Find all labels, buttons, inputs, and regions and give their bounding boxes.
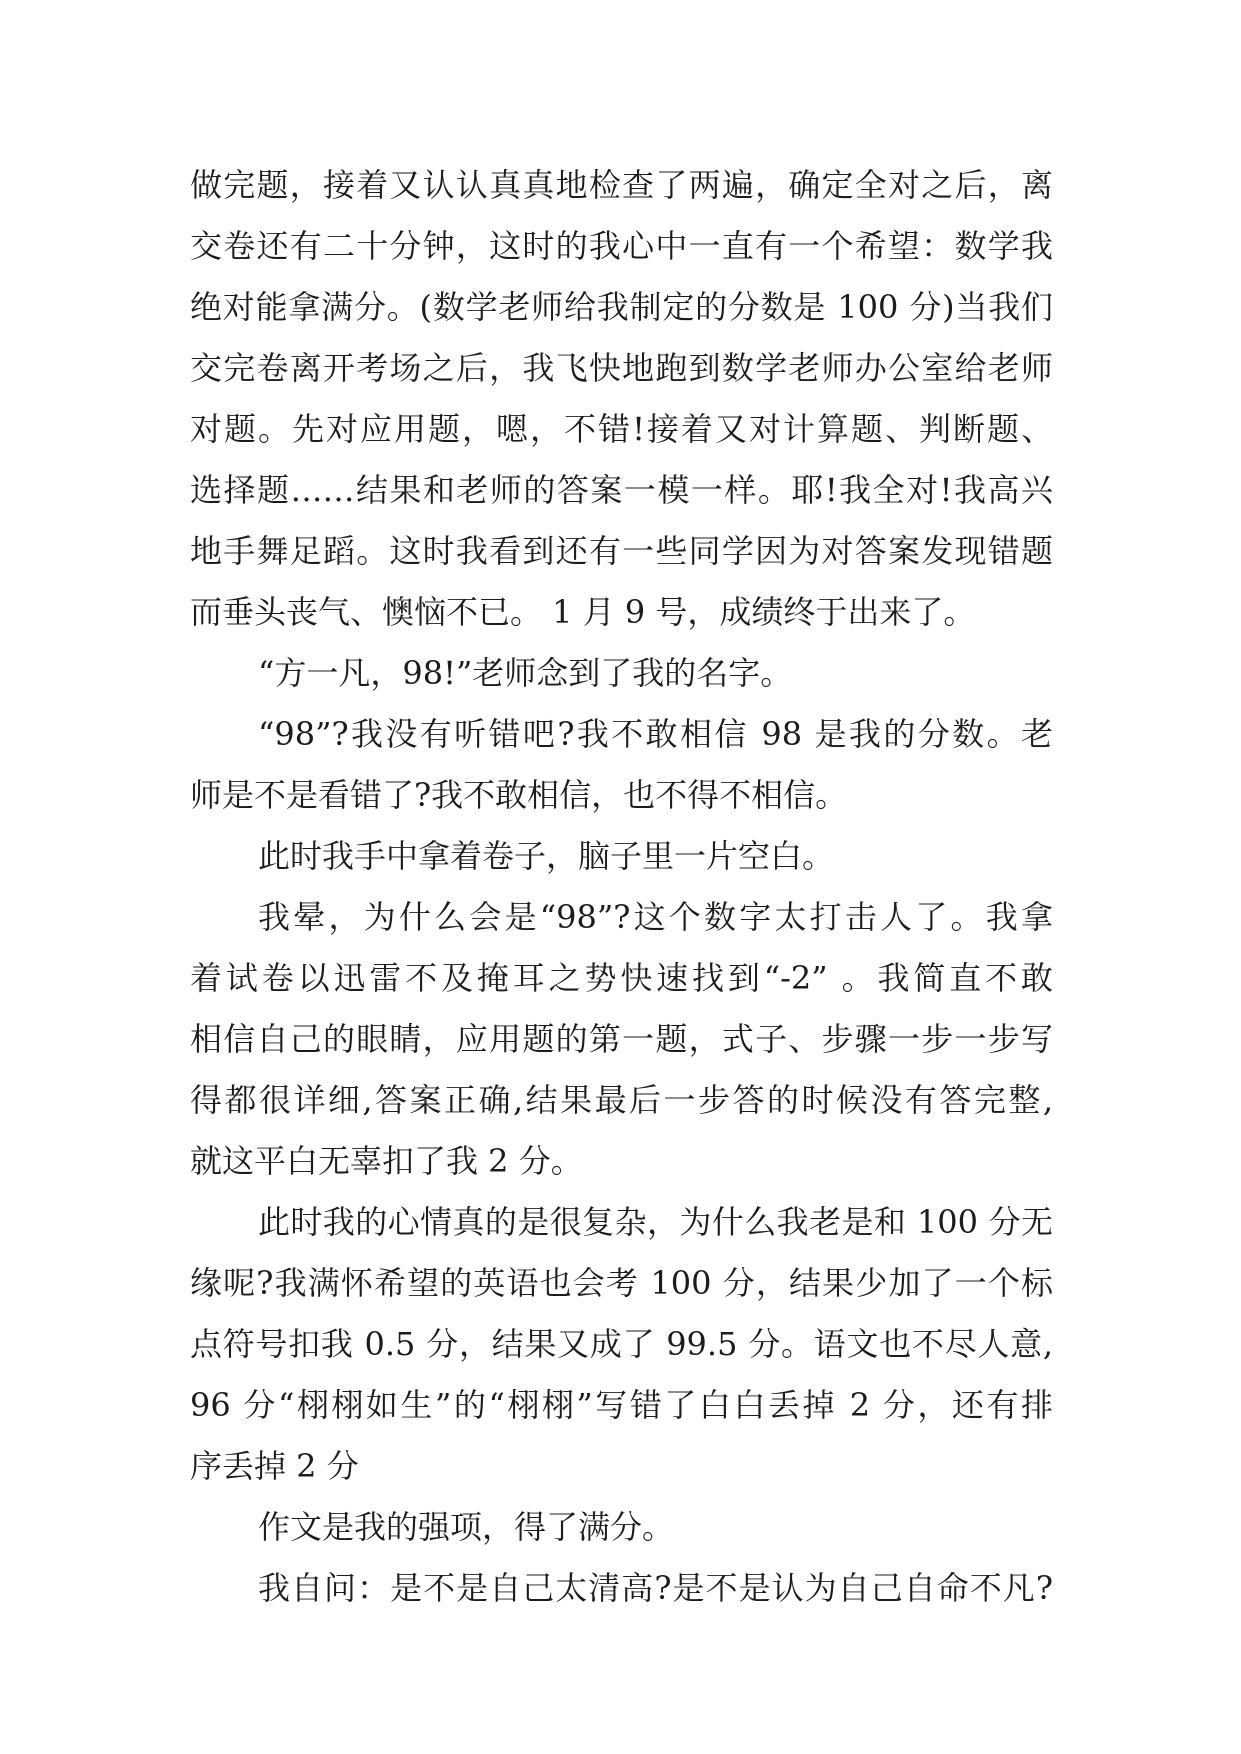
paragraph [190,643,1053,704]
text-line: 着试卷以迅雷不及掩耳之势快速找到“-2” 。我简直不敢 [190,959,1053,997]
text-line: 对题。先对应用题，嗯，不错!接着又对计算题、判断题、 [190,410,1053,448]
text-line: 我自问：是不是自己太清高?是不是认为自己自命不凡? [258,1569,1053,1607]
text-line: 选择题……结果和老师的答案一模一样。耶!我全对!我高兴 [190,471,1053,509]
paragraph [190,887,1053,1192]
text-line: 我晕，为什么会是“98”?这个数字太打击人了。我拿 [258,898,1053,936]
text-line: 序丢掉 2 分 [190,1447,359,1485]
text-line: 交卷还有二十分钟，这时的我心中一直有一个希望：数学我 [190,227,1053,265]
text-line: 相信自己的眼睛，应用题的第一题，式子、步骤一步一步写 [190,1020,1053,1058]
text-line: 而垂头丧气、懊恼不已。 1 月 9 号，成绩终于出来了。 [190,593,976,631]
text-line: 地手舞足蹈。这时我看到还有一些同学因为对答案发现错题 [190,532,1053,570]
text-line: 师是不是看错了?我不敢相信，也不得不相信。 [190,776,848,814]
text-line: 点符号扣我 0.5 分，结果又成了 99.5 分。语文也不尽人意, [190,1325,1053,1363]
text-line: “98”?我没有听错吧?我不敢相信 98 是我的分数。老 [258,715,1053,753]
paragraph [190,1192,1053,1497]
paragraph [190,155,1053,643]
document-body [190,155,1053,1619]
paragraph [190,1558,1053,1619]
text-line: 此时我的心情真的是很复杂，为什么我老是和 100 分无 [258,1203,1053,1241]
paragraph [190,826,1053,887]
paragraph [190,704,1053,826]
text-line: 作文是我的强项，得了满分。 [258,1508,675,1546]
text-line: 交完卷离开考场之后，我飞快地跑到数学老师办公室给老师 [190,349,1053,387]
text-line: 得都很详细,答案正确,结果最后一步答的时候没有答完整, [190,1081,1053,1119]
text-line: “方一凡，98!”老师念到了我的名字。 [258,654,793,692]
paragraph [190,1497,1053,1558]
text-line: 绝对能拿满分。(数学老师给我制定的分数是 100 分)当我们 [190,288,1053,326]
text-line: 做完题，接着又认认真真地检查了两遍，确定全对之后，离 [190,166,1053,204]
text-line: 96 分“栩栩如生”的“栩栩”写错了白白丢掉 2 分，还有排 [190,1386,1053,1424]
text-line: 缘呢?我满怀希望的英语也会考 100 分，结果少加了一个标 [190,1264,1053,1302]
text-line: 此时我手中拿着卷子，脑子里一片空白。 [258,837,835,875]
text-line: 就这平白无辜扣了我 2 分。 [190,1142,583,1180]
